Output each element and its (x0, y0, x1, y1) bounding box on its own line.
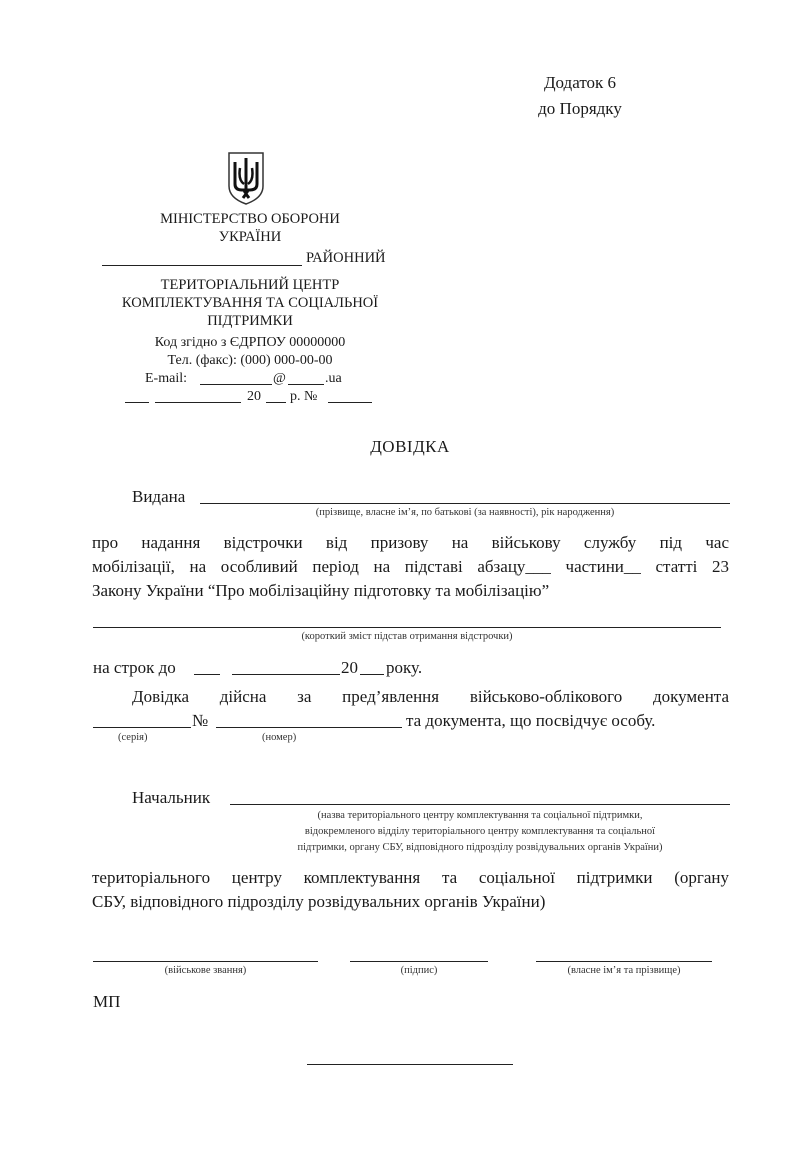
bottom-blank-line[interactable] (307, 1064, 513, 1065)
term-year-blank[interactable] (360, 674, 384, 675)
series-note: (серія) (118, 732, 148, 743)
name-note: (власне ім’я та прізвище) (567, 965, 681, 976)
chief-note (230, 808, 730, 856)
date-month-blank[interactable] (155, 402, 241, 403)
phone-fax: Тел. (факс): (000) 000-00-00 (167, 353, 333, 368)
grounds-note: (короткий зміст підстав отримання відстрочки) (301, 631, 513, 642)
addendum-line2: до Порядку (538, 99, 622, 118)
validity-line1: Довідка дійсна за пред’явлення військово-облікового документа (132, 687, 729, 706)
deferral-line1: про надання відстрочки від призову на військову службу під час (92, 533, 729, 552)
tck-line1: ТЕРИТОРІАЛЬНИЙ ЦЕНТР (160, 277, 340, 293)
tck-line3: ПІДТРИМКИ (207, 313, 293, 329)
reg-number-label: р. № (290, 389, 318, 404)
chief-label: Начальник (132, 788, 211, 807)
ministry-line2: УКРАЇНИ (218, 229, 282, 245)
reg-number-blank[interactable] (328, 402, 372, 403)
chief-org-blank[interactable] (230, 804, 730, 805)
chief-note-line3: підтримки, органу СБУ, відповідного підрозділу розвідувальних органів України) (297, 842, 663, 853)
org-line1: територіального центру комплектування та соціальної підтримки (органу (92, 868, 729, 887)
deferral-line2: мобілізації, на особливий період на підставі абзацу___ частини__ статті 23 (92, 557, 729, 576)
rayon-label: РАЙОННИЙ (306, 250, 386, 266)
tck-line2: КОМПЛЕКТУВАННЯ ТА СОЦІАЛЬНОЇ (121, 295, 379, 311)
number-sign: № (192, 711, 209, 730)
tck-name (100, 276, 400, 330)
contacts-block (110, 334, 390, 406)
edrpou-code: Код згідно з ЄДРПОУ 00000000 (154, 335, 346, 350)
org-paragraph (92, 866, 729, 914)
email-domain: .ua (325, 371, 342, 386)
term-suffix: року. (386, 658, 423, 677)
document-title: ДОВІДКА (370, 437, 450, 456)
org-line2: СБУ, відповідного підрозділу розвідувальних органів України) (92, 892, 546, 911)
rank-note: (військове звання) (164, 965, 247, 976)
name-blank[interactable] (536, 961, 712, 962)
term-day-blank[interactable] (194, 674, 220, 675)
email-row (110, 370, 390, 388)
date-day-blank[interactable] (125, 402, 149, 403)
doc-series-blank[interactable] (93, 727, 191, 728)
validity-line2: та документа, що посвідчує особу. (406, 711, 656, 730)
issued-note: (прізвище, власне ім’я, по батькові (за наявності), рік народження) (315, 507, 615, 518)
ukraine-trident-icon (226, 150, 266, 206)
term-year-prefix: 20 (341, 658, 358, 677)
signature-blank[interactable] (350, 961, 488, 962)
stamp-label: МП (93, 992, 121, 1011)
rayon-name-blank[interactable] (102, 265, 302, 266)
signature-note: (підпис) (400, 965, 438, 976)
addendum-block (480, 70, 680, 122)
ministry-name (130, 210, 370, 246)
chief-note-line1: (назва територіального центру комплектування та соціальної підтримки, (317, 810, 643, 821)
issued-to-blank[interactable] (200, 503, 730, 504)
issued-label: Видана (132, 487, 186, 506)
date-year-blank[interactable] (266, 402, 286, 403)
email-at: @ (273, 371, 286, 386)
outgoing-date-row (110, 388, 390, 406)
date-year-prefix: 20 (247, 389, 261, 404)
deferral-paragraph (92, 531, 729, 603)
rank-blank[interactable] (93, 961, 318, 962)
email-user-blank[interactable] (200, 384, 272, 385)
number-note: (номер) (262, 732, 297, 743)
email-domain-blank[interactable] (288, 384, 324, 385)
grounds-blank[interactable] (93, 627, 721, 628)
term-month-blank[interactable] (232, 674, 340, 675)
email-label: E-mail: (145, 371, 187, 386)
addendum-line1: Додаток 6 (543, 73, 617, 92)
doc-number-blank[interactable] (216, 727, 402, 728)
chief-note-line2: відокремленого відділу територіального центру комплектування та соціальної (304, 826, 656, 837)
deferral-line3: Закону України “Про мобілізаційну підготовку та мобілізацію” (92, 581, 550, 600)
term-prefix: на строк до (93, 658, 176, 677)
ministry-line1: МІНІСТЕРСТВО ОБОРОНИ (160, 211, 340, 227)
